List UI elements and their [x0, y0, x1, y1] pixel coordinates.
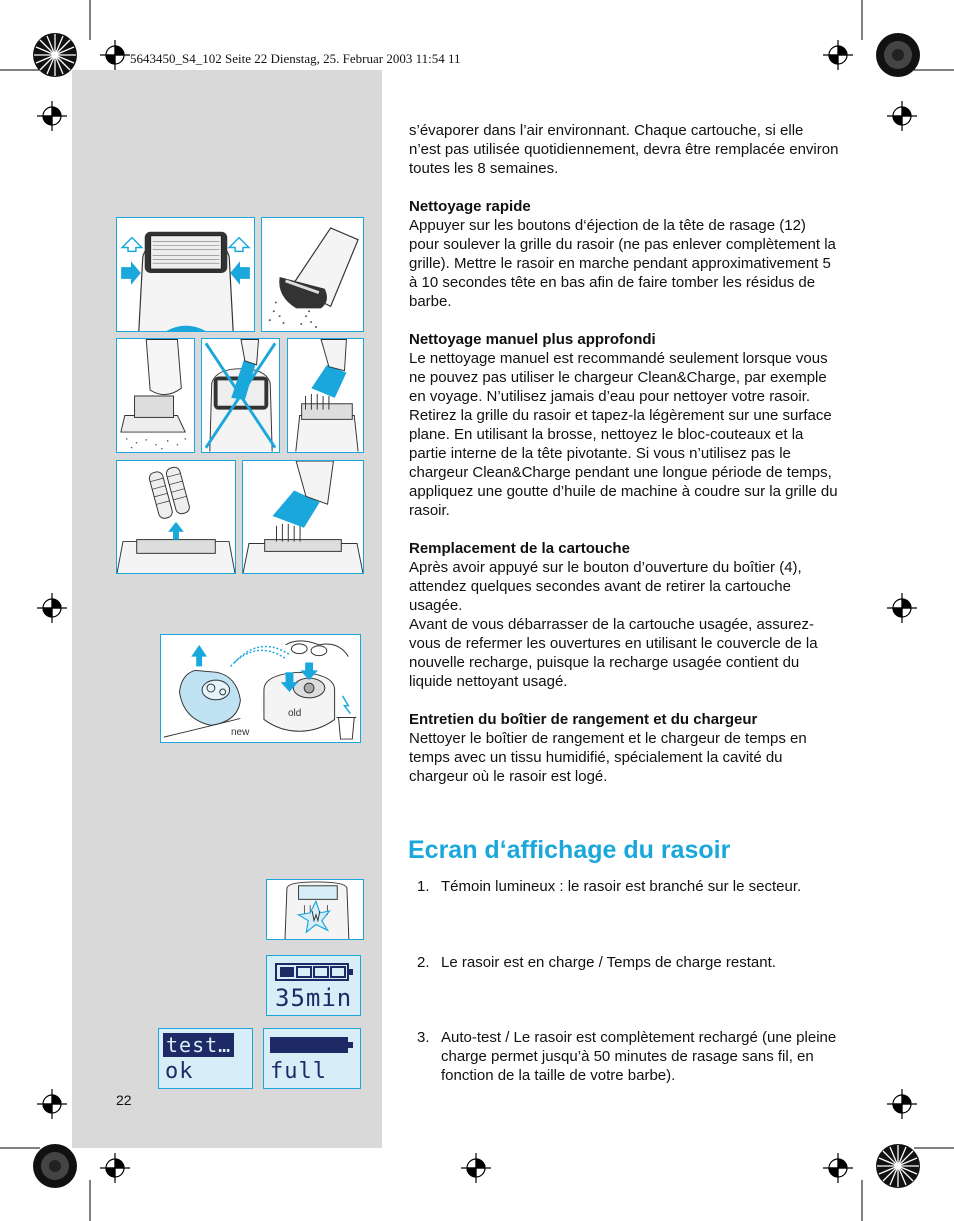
display-section-title: Ecran d‘affichage du rasoir: [408, 836, 731, 864]
section-heading: Nettoyage manuel plus approfondi: [409, 331, 656, 348]
figure-shaver-eject: [116, 217, 255, 332]
section-manual-clean: [409, 330, 839, 520]
section-maintenance: [409, 710, 839, 786]
list-text: Le rasoir est en charge / Temps de charge restant.: [441, 954, 776, 971]
section-body: Après avoir appuyé sur le bouton d’ouverture du boîtier (4), attendez quelques secondes avant de retirer la cartouche usagée.: [409, 559, 802, 614]
list-item: [417, 877, 847, 897]
figure-shaver-upside-down: [261, 217, 364, 332]
figure-tap-foil: [116, 338, 195, 453]
section-heading: Remplacement de la cartouche: [409, 540, 630, 557]
figure-remove-cutters: [116, 460, 236, 574]
list-item: [417, 1028, 847, 1088]
section-quick-clean: [409, 197, 839, 311]
list-text: Auto-test / Le rasoir est complètement rechargé (une pleine charge permet jusqu’à 50 minutes de rasage sans fil, en fonction de la taille de votre barbe).: [441, 1029, 837, 1084]
page-number: 22: [116, 1092, 132, 1108]
label-new: new: [231, 727, 250, 738]
figure-brush-cutter: [287, 338, 364, 453]
list-number: 1.: [417, 878, 430, 895]
section-heading: Entretien du boîtier de rangement et du chargeur: [409, 711, 758, 728]
lcd-charging: [266, 955, 361, 1016]
section-body: Appuyer sur les boutons d‘éjection de la tête de rasage (12) pour soulever la grille du rasoir (ne pas enlever complètement la grille). Mettre le rasoir en marche pendant approximativement 5 à 10 secondes tête en bas afin de faire tomber les résidus de barbe.: [409, 217, 836, 310]
lcd-full-text: full: [270, 1059, 327, 1084]
print-metadata: 5643450_S4_102 Seite 22 Dienstag, 25. Februar 2003 11:54 11: [130, 51, 461, 66]
list-number: 3.: [417, 1029, 430, 1046]
lcd-charge-time: 35min: [275, 984, 353, 1012]
battery-icon: [275, 962, 355, 982]
section-body: Nettoyer le boîtier de rangement et le chargeur de temps en temps avec un tissu humidifié, spécialement la cavité du chargeur où le rasoir est logé.: [409, 730, 807, 785]
section-body-2: Retirez la grille du rasoir et tapez-la légèrement sur une surface plane. En utilisant la brosse, nettoyez le bloc-couteaux et la partie interne de la tête pivotante. Si vous n’utilisez pas le chargeur Clean&Charge pendant une longue période de temps, appliquez une goutte d’huile de machine à coudre sur la grille du rasoir.: [409, 407, 838, 519]
section-heading: Nettoyage rapide: [409, 198, 531, 215]
figure-brush-head: [242, 460, 364, 574]
label-old: old: [288, 708, 302, 719]
section-cartridge: [409, 539, 839, 691]
battery-full-icon: [269, 1035, 355, 1055]
figure-brush-foil-crossed: [201, 338, 280, 453]
list-number: 2.: [417, 954, 430, 971]
figure-display-plug: [266, 879, 364, 940]
intro-text: s’évaporer dans l’air environnant. Chaque cartouche, si elle n’est pas utilisée quotidiennement, devra être remplacée environ toutes les 8 semaines.: [409, 122, 839, 177]
figure-cartridge-replacement: [160, 634, 361, 743]
lcd-self-test: [158, 1028, 253, 1089]
section-body: Le nettoyage manuel est recommandé seulement lorsque vous ne pouvez pas utiliser le chargeur Clean&Charge, par exemple en voyage. N’utilisez jamais d’eau pour nettoyer votre rasoir.: [409, 350, 828, 405]
main-text: [409, 121, 839, 805]
lcd-test-line1: test…: [163, 1033, 234, 1057]
lcd-full: [263, 1028, 361, 1089]
intro-paragraph: [409, 121, 839, 178]
section-body-2: Avant de vous débarrasser de la cartouche usagée, assurez-vous de refermer les ouvertures en utilisant le couvercle de la nouvelle recharge, puisque la recharge usagée contient du liquide nettoyant usagé.: [409, 616, 818, 690]
lcd-test-line2: ok: [165, 1059, 194, 1084]
list-text: Témoin lumineux : le rasoir est branché sur le secteur.: [441, 878, 802, 895]
list-item: [417, 953, 847, 973]
